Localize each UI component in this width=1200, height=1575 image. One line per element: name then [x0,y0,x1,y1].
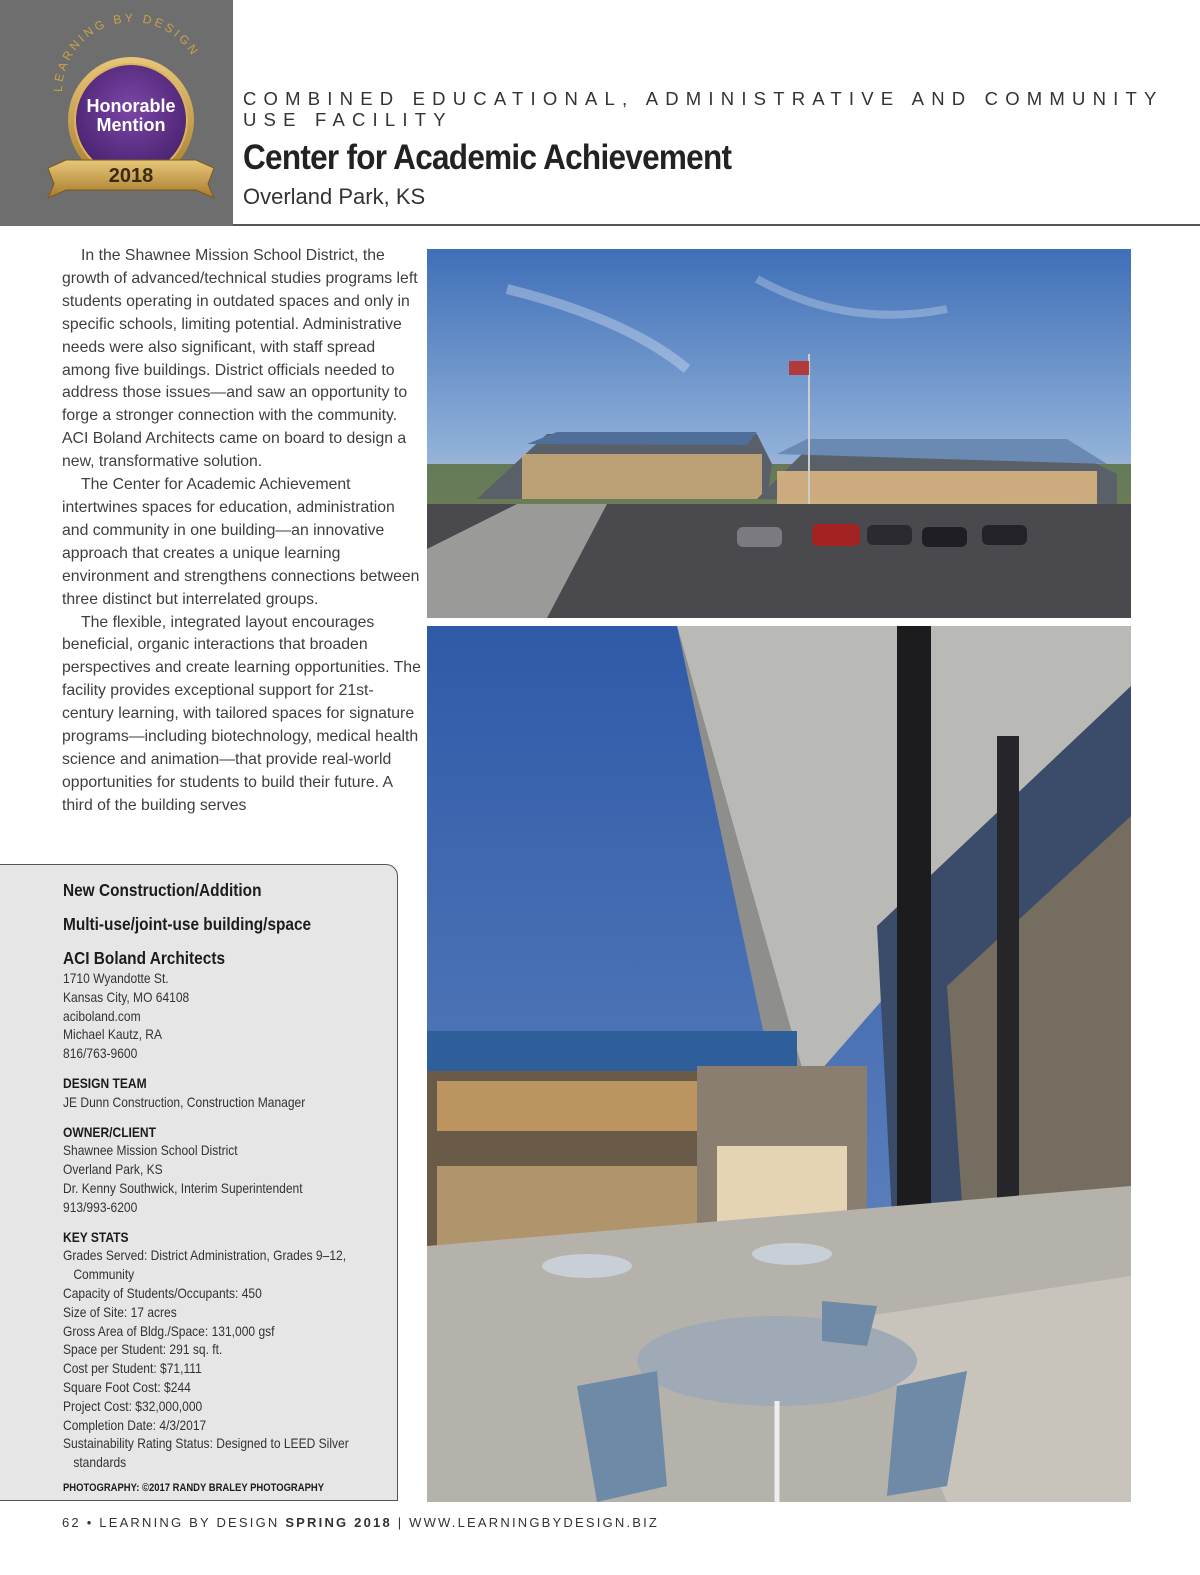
firm-address: 1710 Wyandotte St. [63,970,169,986]
footer-bullet: • [86,1515,94,1530]
firm-address: Kansas City, MO 64108 [63,988,190,1005]
key-stats-list [63,1246,393,1472]
body-paragraph: The Center for Academic Achievement intertwines spaces for education, administration and community in one building—an innovative approach that creates a unique learning environment and strengthens connections between three distinct but interrelated groups. [62,476,420,608]
owner-label: OWNER/CLIENT [63,1123,156,1140]
key-stat: Grades Served: District Administration, Grades 9–12, [63,1247,347,1264]
page-footer [62,1515,659,1530]
article-kicker: COMBINED EDUCATIONAL, ADMINISTRATIVE AND COMMUNITY USE FACILITY [243,88,1164,130]
key-stat: Gross Area of Bldg./Space: 131,000 gsf [63,1322,275,1339]
article-location: Overland Park, KS [243,184,426,209]
badge-line2: Mention [96,115,166,135]
firm-name: ACI Boland Architects [63,948,226,968]
category-label: New Construction/Addition [63,880,262,900]
header-divider [233,224,1200,226]
firm-website: aciboland.com [63,1007,141,1024]
key-stats-label: KEY STATS [63,1228,129,1245]
key-stat: Project Cost: $32,000,000 [63,1397,203,1414]
key-stat: Cost per Student: $71,111 [63,1360,202,1377]
key-stat: Capacity of Students/Occupants: 450 [63,1284,262,1301]
magazine-name: LEARNING BY DESIGN [99,1515,280,1530]
key-stat: Size of Site: 17 acres [63,1303,177,1320]
key-stat: standards [73,1454,127,1471]
owner-name: Shawnee Mission School District [63,1142,238,1159]
website-link[interactable]: WWW.LEARNINGBYDESIGN.BIZ [409,1515,660,1530]
project-info-sidebar [0,864,398,1501]
badge-arc-text: LEARNING BY DESIGN [50,10,203,93]
owner-contact: Dr. Kenny Southwick, Interim Superintendent [63,1179,303,1196]
category-label: Multi-use/joint-use building/space [63,914,312,934]
design-team: JE Dunn Construction, Construction Manager [63,1093,306,1110]
award-badge-panel [0,0,233,226]
badge-line1: Honorable [86,96,176,116]
patio-photo [427,626,1131,1502]
key-stat: Completion Date: 4/3/2017 [63,1416,207,1433]
page-number: 62 [62,1515,81,1530]
key-stat: Square Foot Cost: $244 [63,1378,191,1395]
article-body [62,245,422,818]
body-paragraph: In the Shawnee Mission School District, the growth of advanced/technical studies programs left students operating in outdated spaces and only in specific schools, limiting potential. Administrative needs were also significant, with staff spread among five buildings. District officials needed to address those issues—and saw an opportunity to forge a stronger connection with the community. ACI Boland Architects came on board to design a new, transformative solution. [62,247,418,471]
owner-city: Overland Park, KS [63,1161,163,1178]
body-paragraph: The flexible, integrated layout encourages beneficial, organic interactions that broaden perspectives and create learning opportunities. The facility provides exceptional support for 21st-century learning, with tailored spaces for signature programs—including biotechnology, medical health science and animation—that provide real-world opportunities for students to build their future. A third of the building serves [62,613,421,814]
firm-phone: 816/763-9600 [63,1045,138,1062]
issue-label: SPRING 2018 [285,1515,392,1530]
award-badge-icon [0,0,233,226]
key-stat: Space per Student: 291 sq. ft. [63,1341,223,1358]
article-title: Center for Academic Achievement [243,138,732,177]
footer-separator: | [397,1515,404,1530]
owner-phone: 913/993-6200 [63,1198,138,1215]
building-exterior-photo [427,249,1131,618]
badge-year: 2018 [108,165,154,187]
key-stat: Sustainability Rating Status: Designed to LEED Silver [63,1435,349,1452]
design-team-label: DESIGN TEAM [63,1074,147,1091]
photo-credit: PHOTOGRAPHY: ©2017 RANDY BRALEY PHOTOGRAPHY [63,1481,325,1494]
firm-contact: Michael Kautz, RA [63,1026,163,1043]
key-stat: Community [73,1266,135,1283]
